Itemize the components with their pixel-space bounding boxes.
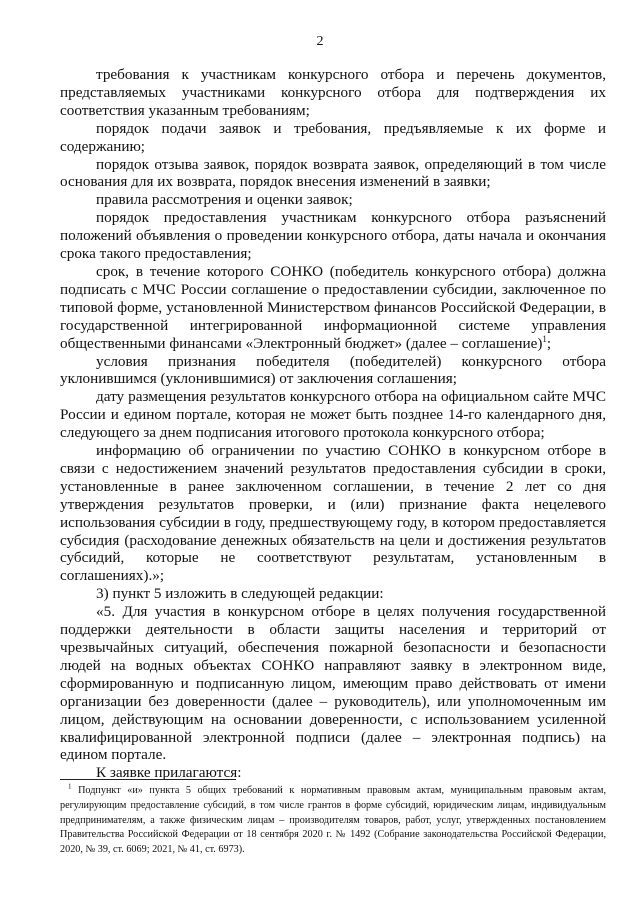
footnote-text <box>60 784 606 858</box>
paragraph-evasion-conditions: условия признания победителя (победителей) конкурсного отбора уклонившимся (уклонившимися) от заключения соглашения; <box>60 352 606 388</box>
footnote-reference-suffix: ; <box>546 334 552 352</box>
paragraph-requirements: требования к участникам конкурсного отбора и перечень документов, представляемых участниками конкурсного отбора для подтверждения их соответствия указанным требованиям; <box>60 66 606 119</box>
page-number: 2 <box>316 34 324 49</box>
paragraph-agreement-term <box>60 263 606 353</box>
footnote <box>60 784 606 858</box>
footnote-marker: 1 <box>68 782 72 791</box>
paragraph-withdrawal-order: порядок отзыва заявок, порядок возврата заявок, определяющий в том числе основания для их возврата, порядок внесения изменений в заявки; <box>60 155 606 191</box>
paragraph-submission-order: порядок подачи заявок и требования, предъявляемые к их форме и содержанию; <box>60 119 606 155</box>
footnote-body: Подпункт «и» пункта 5 общих требований к нормативным правовым актам, муниципальным правовым актам, регулирующим предоставление субсидий, в том числе грантов в форме субсидий, юридическим лицам, индивидуальным предпринимателям, а также физическим лицам – производителям товаров, работ, услуг, утвержденных постановлением Правительства Российской Федерации от 18 сентября 2020 г. № 1492 (Собрание законодательства Российской Федерации, 2020, № 39, ст. 6069; 2021, № 41, ст. 6973). <box>60 785 606 856</box>
paragraph-agreement-term-text: срок, в течение которого СОНКО (победитель конкурсного отбора) должна подписать с МЧС России соглашение о предоставлении субсидии, заключенное по типовой форме, установленной Министерством финансов Российской Федерации, в государственной интегрированной информационной системе управления общественными финансами «Электронный бюджет» (далее – соглашение) <box>60 262 606 352</box>
paragraph-item-3: 3) пункт 5 изложить в следующей редакции: <box>96 585 384 603</box>
paragraph-evaluation-rules: правила рассмотрения и оценки заявок; <box>96 191 353 209</box>
footnote-reference: 1 <box>542 333 547 344</box>
paragraph-clarification-order: порядок предоставления участникам конкурсного отбора разъяснений положений объявления о проведении конкурсного отбора, даты начала и окончания срока такого предоставления; <box>60 209 606 263</box>
paragraph-results-publication: дату размещения результатов конкурсного отбора на официальном сайте МЧС России и едином портале, которая не может быть позднее 14-го календарного дня, следующего за днем подписания итогового протокола конкурсного отбора; <box>60 388 606 442</box>
paragraph-participation-restriction: информацию об ограничении по участию СОНКО в конкурсном отборе в связи с недостижением значений результатов предоставления субсидии в сроки, установленные в ранее заключенном соглашении, в течение 2 лет со дня утверждения результатов проверки, и (или) признание факта нецелевого использования субсидии в году, предшествующему году, в котором предоставляется субсидия (расходование денежных обязательств на цели и достижения результатов субсидий, которые не соответствуют результатам, установленным в соглашениях).»; <box>60 442 606 585</box>
paragraph-point-5: «5. Для участия в конкурсном отборе в целях получения государственной поддержки деятельности в области защиты населения и территорий от чрезвычайных ситуаций, обеспечения пожарной безопасности и безопасности людей на водных объектах СОНКО направляют заявку в электронном виде, сформированную и подписанную лицом, имеющим право действовать от имени организации без доверенности (далее – руководитель), или уполномоченным им лицом, действующим на основании доверенности, с использованием усиленной квалифицированной электронной подписи (далее – электронная подпись) на едином портале. <box>60 603 606 764</box>
footnote-separator <box>60 779 236 780</box>
paragraph-attachments: К заявке прилагаются: <box>96 764 242 782</box>
document-body <box>60 66 606 782</box>
